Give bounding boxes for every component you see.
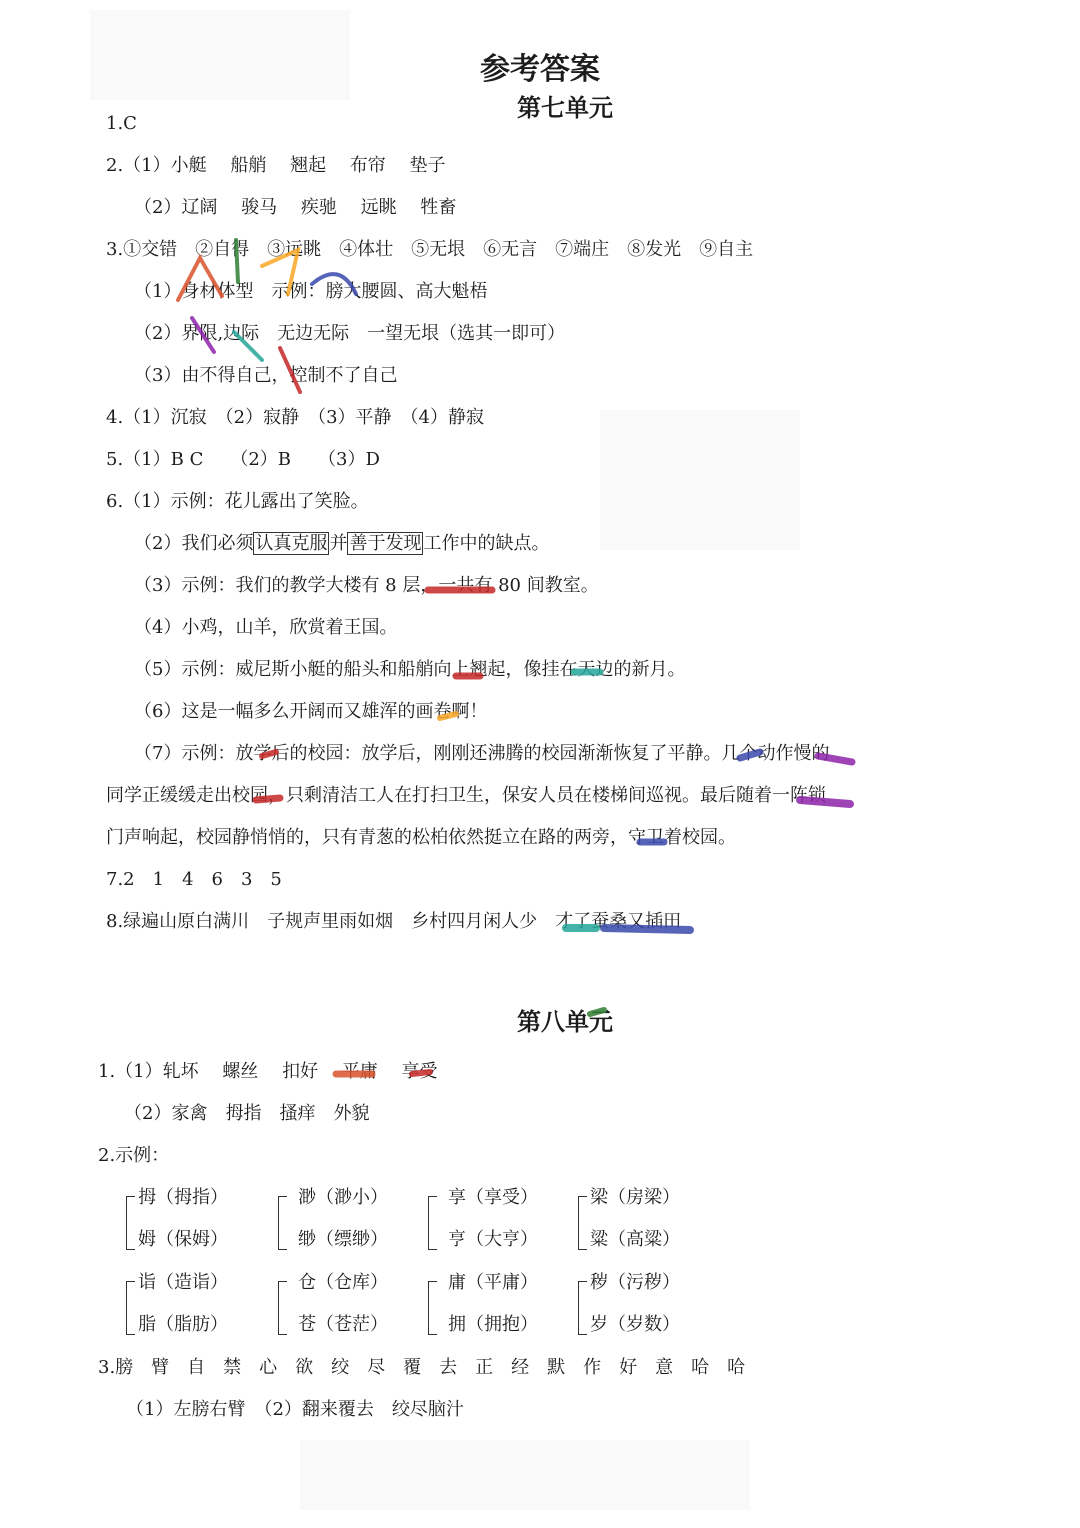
pair-word: 岁（岁数） (590, 1314, 680, 1335)
answer-line: 7.2 1 4 6 3 5 (106, 869, 282, 890)
answer-line: 同学正缓缓走出校园，只剩清洁工人在打扫卫生，保安人员在楼梯间巡视。最后随着一阵锁 (106, 785, 826, 806)
bracket (278, 1196, 287, 1250)
bracket (578, 1196, 587, 1250)
pair-word: 粱（高粱） (590, 1229, 680, 1250)
pair-word: 亨（大亨） (448, 1229, 538, 1250)
page-title: 参考答案 (480, 52, 600, 87)
pair-word: 庸（平庸） (448, 1272, 538, 1293)
answer-line: （3）由不得自己，控制不了自己 (134, 365, 398, 386)
bracket (428, 1196, 437, 1250)
answer-line: （5）示例：威尼斯小艇的船头和船艄向上翘起，像挂在天边的新月。 (134, 659, 686, 680)
line-prefix: （2）我们必须 (134, 533, 254, 554)
answer-line: （1）身材体型 示例：膀大腰圆、高大魁梧 (134, 281, 488, 302)
answer-line-correction (134, 532, 549, 556)
answer-line: （4）小鸡，山羊，欣赏着王国。 (134, 617, 398, 638)
answer-line: 2.（1）小艇 船艄 翘起 布帘 垫子 (106, 155, 446, 176)
answer-line: 3.膀 臂 自 禁 心 欲 绞 尽 覆 去 正 经 默 作 好 意 哈 哈 (98, 1357, 746, 1378)
answer-line: 5.（1）B C （2）B （3）D (106, 449, 380, 470)
pair-word: 梁（房梁） (590, 1187, 680, 1208)
answer-line: （7）示例：放学后的校园：放学后，刚刚还沸腾的校园渐渐恢复了平静。几个动作慢的 (134, 743, 830, 764)
bracket (278, 1281, 287, 1335)
line-suffix: 工作中的缺点。 (423, 533, 550, 554)
line-mid: 并 (329, 533, 348, 554)
boxed-phrase: 善于发现 (349, 533, 422, 554)
boxed-phrase: 认真克服 (255, 533, 328, 554)
bracket (578, 1281, 587, 1335)
answer-line: 4.（1）沉寂 （2）寂静 （3）平静 （4）静寂 (106, 407, 484, 428)
bracket (428, 1281, 437, 1335)
answer-line: 6.（1）示例：花儿露出了笑脸。 (106, 491, 369, 512)
pair-word: 渺（渺小） (298, 1187, 388, 1208)
pair-word: 苍（苍茫） (298, 1314, 388, 1335)
pair-word: 姆（保姆） (138, 1229, 228, 1250)
answer-line: 门声响起，校园静悄悄的，只有青葱的松柏依然挺立在路的两旁，守卫着校园。 (106, 827, 736, 848)
answer-line: （2）家禽 拇指 搔痒 外貌 (124, 1103, 370, 1124)
pair-word: 拇（拇指） (138, 1187, 228, 1208)
answer-line: （2）界限,边际 无边无际 一望无垠（选其一即可） (134, 323, 566, 344)
scan-artifact (600, 410, 800, 550)
unit8-heading: 第八单元 (517, 1007, 613, 1036)
pair-word: 诣（造诣） (138, 1272, 228, 1293)
answer-line: 3.①交错 ②自得 ③远眺 ④体壮 ⑤无垠 ⑥无言 ⑦端庄 ⑧发光 ⑨自主 (106, 239, 754, 260)
answer-line: 1.C (106, 113, 137, 134)
pair-word: 脂（脂肪） (138, 1314, 228, 1335)
answer-line: 2.示例： (98, 1145, 170, 1166)
bracket (126, 1281, 135, 1335)
answer-line: （2）辽阔 骏马 疾驰 远眺 牲畜 (134, 197, 457, 218)
answer-line: （1）左膀右臂 （2）翻来覆去 绞尽脑汁 (126, 1399, 464, 1420)
unit7-heading: 第七单元 (517, 93, 613, 122)
pair-word: 拥（拥抱） (448, 1314, 538, 1335)
pair-word: 仓（仓库） (298, 1272, 388, 1293)
bracket (126, 1196, 135, 1250)
answer-line: 8.绿遍山原白满川 子规声里雨如烟 乡村四月闲人少 才了蚕桑又插田 (106, 911, 682, 932)
pair-word: 缈（缥缈） (298, 1229, 388, 1250)
answer-line: 1.（1）轧坏 螺丝 扣好 平庸 享受 (98, 1061, 438, 1082)
pair-word: 享（享受） (448, 1187, 538, 1208)
scan-artifact (300, 1440, 750, 1510)
answer-line: （6）这是一幅多么开阔而又雄浑的画卷啊！ (134, 701, 488, 722)
answer-line: （3）示例：我们的教学大楼有 8 层，一共有 80 间教室。 (134, 575, 599, 596)
pair-word: 秽（污秽） (590, 1272, 680, 1293)
